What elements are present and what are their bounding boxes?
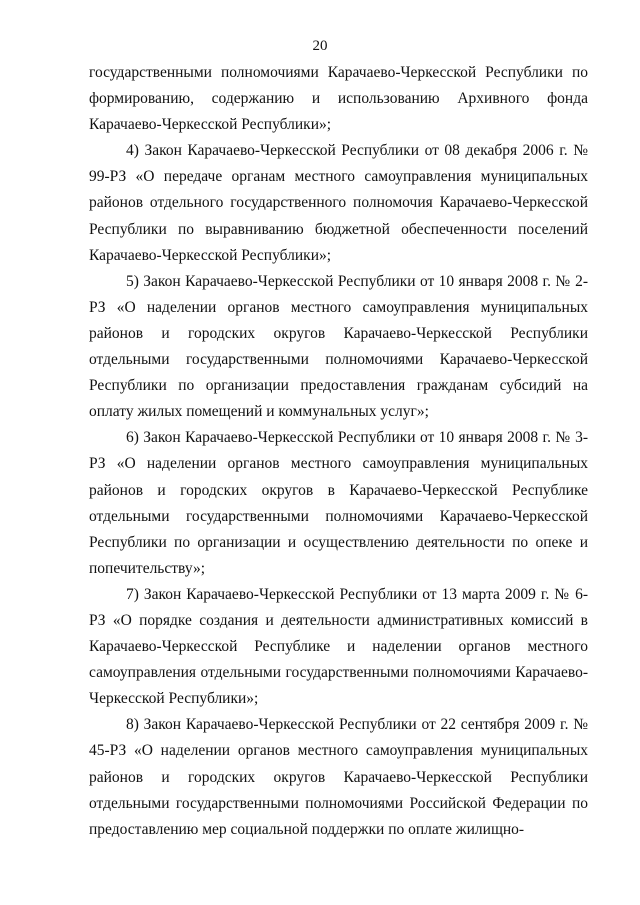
paragraph-continuation: государственными полномочиями Карачаево-Черкесской Республики по формированию, содержанию и использованию Архивного фонда Карачаево-Черкесской Республики»; [89, 64, 588, 134]
law-item-8: 8) Закон Карачаево-Черкесской Республики от 22 сентября 2009 г. № 45-РЗ «О наделении органов местного самоуправления муниципальных районов и городских округов Карачаево-Черкесской Республики отдельными государственными полномочиями Российской Федерации по предоставлению мер социальной поддержки по оплате жилищно- [89, 716, 588, 838]
document-body [89, 60, 588, 843]
law-item-4: 4) Закон Карачаево-Черкесской Республики от 08 декабря 2006 г. № 99-РЗ «О передаче органам местного самоуправления муниципальных районов отдельного государственного полномочия Карачаево-Черкесской Республики по выравниванию бюджетной обеспеченности поселений Карачаево-Черкесской Республики»; [89, 142, 588, 264]
law-item-5: 5) Закон Карачаево-Черкесской Республики от 10 января 2008 г. № 2-РЗ «О наделении органов местного самоуправления муниципальных районов и городских округов Карачаево-Черкесской Республики отдельными государственными полномочиями Карачаево-Черкесской Республики по организации предоставления гражданам субсидий на оплату жилых помещений и коммунальных услуг»; [89, 272, 588, 421]
law-item-6: 6) Закон Карачаево-Черкесской Республики от 10 января 2008 г. № 3-РЗ «О наделении органов местного самоуправления муниципальных районов и городских округов в Карачаево-Черкесской Республике отдельными государственными полномочиями Карачаево-Черкесской Республики по организации и осуществлению деятельности по опеке и попечительству»; [89, 429, 588, 577]
page-number: 20 [312, 38, 328, 54]
law-item-7: 7) Закон Карачаево-Черкесской Республики от 13 марта 2009 г. № 6-РЗ «О порядке создания и деятельности административных комиссий в Карачаево-Черкесской Республике и наделении органов местного самоуправления отдельными государственными полномочиями Карачаево-Черкесской Республики»; [89, 585, 588, 708]
